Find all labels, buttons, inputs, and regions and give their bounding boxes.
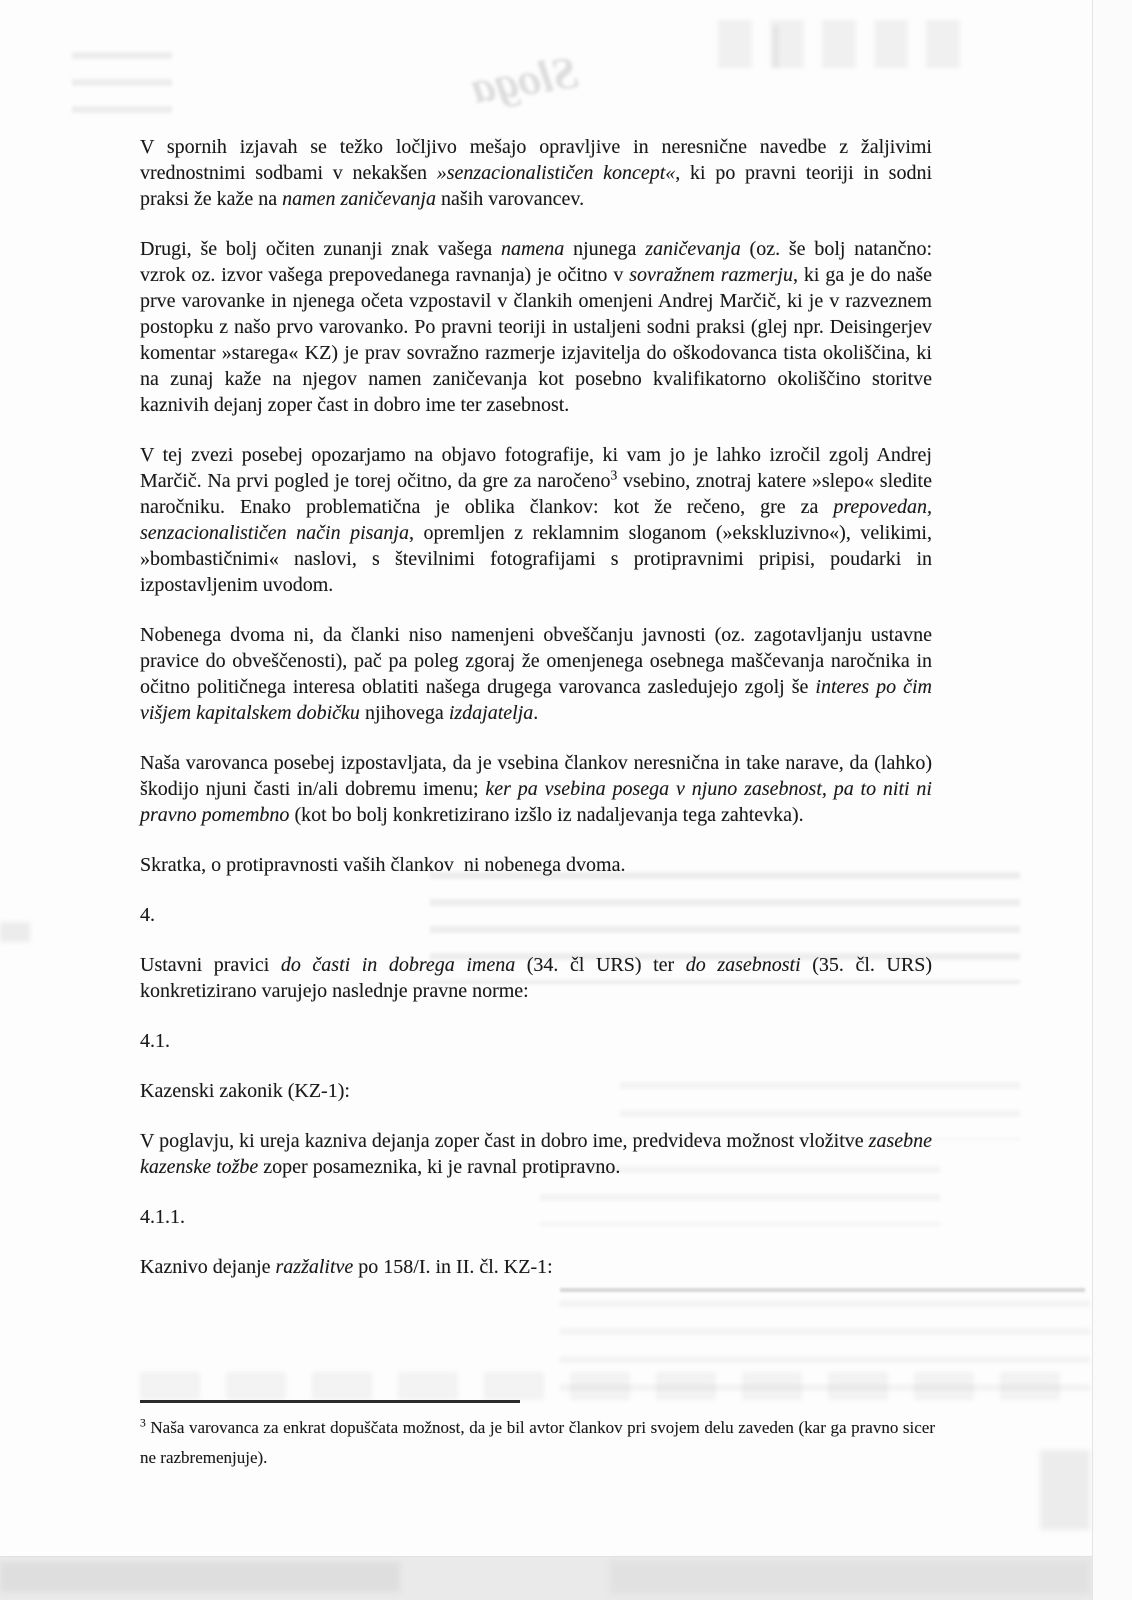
- text-run: (35. čl. URS) konkretizirano varujejo naslednje pravne norme:: [140, 954, 933, 1002]
- paragraph: [140, 750, 932, 828]
- paragraph: [140, 1254, 932, 1280]
- scan-edge-right-strip: [1092, 0, 1132, 1600]
- emphasized-text: interes po čim višjem kapitalskem dobičku: [140, 676, 932, 724]
- text-run: (kot bo bolj konkretizirano izšlo iz nadaljevanja tega zahtevka).: [289, 804, 804, 826]
- scan-edge-bottom-smudge: [0, 1562, 400, 1592]
- paragraph: [140, 442, 932, 598]
- scan-edge-bottom-band: [0, 1556, 1092, 1600]
- emphasized-text: do zasebnosti: [685, 954, 801, 976]
- text-run: njunega: [564, 238, 646, 260]
- paragraph: [140, 852, 932, 878]
- emphasized-text: izdajatelja: [448, 702, 534, 724]
- section-number: [140, 902, 932, 928]
- text-run: Kazenski zakonik (KZ-1):: [140, 1080, 350, 1102]
- text-run: , opremljen z reklamnim sloganom (»ekskluzivno«), velikimi, »bombastičnimi« naslovi, s številnimi fotografijami s protipravnimi pripisi, poudarki in izpostavljenim uvodom.: [140, 522, 932, 596]
- emphasized-text: sovražnem razmerju: [629, 264, 793, 286]
- text-run: 4.1.: [140, 1030, 170, 1052]
- text-run: po 158/I. in II. čl. KZ-1:: [353, 1256, 553, 1278]
- paragraph: [140, 134, 932, 212]
- text-run: naših varovancev.: [436, 188, 585, 210]
- text-run: V poglavju, ki ureja kazniva dejanja zoper čast in dobro ime, predvideva možnost vložitve: [140, 1130, 869, 1152]
- text-run: (oz. še bolj natančno: vzrok oz. izvor vašega prepovedanega ravnanja) je očitno v: [140, 238, 932, 286]
- bleedthrough-text-bottom: [560, 1300, 1090, 1410]
- footnote-reference: 3: [610, 467, 618, 483]
- emphasized-text: ker pa vsebina posega v njuno zasebnost, pa to niti ni pravno pomembno: [140, 778, 932, 826]
- text-run: njihovega: [359, 702, 449, 724]
- bleedthrough-logo-text: Sloga: [467, 45, 582, 114]
- footnote: [140, 1413, 935, 1473]
- footnote-area: [140, 1400, 935, 1473]
- text-run: 4.: [140, 904, 155, 926]
- emphasized-text: prepovedan, senzacionalističen način pisanja: [140, 496, 932, 544]
- text-run: (34. čl URS) ter: [515, 954, 686, 976]
- bleedthrough-text-above-footnote: [140, 1372, 1085, 1400]
- text-run: vsebino, znotraj katere »slepo« sledite naročniku. Enako problematična je oblika člankov: kot že rečeno, gre za: [140, 470, 932, 518]
- emphasized-text: zaničevanja: [645, 238, 741, 260]
- paragraph: [140, 622, 932, 726]
- section-number: [140, 1204, 932, 1230]
- bleedthrough-smudge-top-right: [718, 20, 973, 68]
- text-run: Nobenega dvoma ni, da članki niso namenjeni obveščanju javnosti (oz. zagotavljanju ustavne pravice do obveščenosti), pač pa poleg zgoraj že omenjenega osebnega maščevanja naročnika in očitno političnega interesa oblatiti našega drugega varovanca zasledujejo zgolj še: [140, 624, 932, 698]
- footnote-marker: 3: [140, 1416, 146, 1430]
- text-run: Naša varovanca posebej izpostavljata, da je vsebina člankov neresnična in take narave, da (lahko) škodijo njuni časti in/ali dobremu imenu;: [140, 752, 932, 800]
- scan-edge-smudge-left: [0, 922, 30, 942]
- document-body: [140, 134, 932, 1304]
- text-run: Drugi, še bolj očiten zunanji znak vašega: [140, 238, 501, 260]
- paragraph: [140, 236, 932, 418]
- paragraph: [140, 1128, 932, 1180]
- paragraph: [140, 952, 932, 1004]
- paragraph: [140, 1078, 932, 1104]
- emphasized-text: namen zaničevanja: [282, 188, 436, 210]
- emphasized-text: »senzacionalističen koncept«: [436, 162, 676, 184]
- text-run: Ustavni pravici: [140, 954, 281, 976]
- text-run: V tej zvezi posebej opozarjamo na objavo fotografije, ki vam jo je lahko izročil zgolj Andrej Marčič. Na prvi pogled je torej očitno, da gre za naročeno: [140, 444, 932, 492]
- scan-edge-smudge-right: [1040, 1450, 1090, 1530]
- text-run: , ki po pravni teoriji in sodni praksi že kaže na: [140, 162, 933, 210]
- scan-corner-mark: [1098, 0, 1132, 6]
- footnote-separator: [140, 1400, 520, 1403]
- scan-edge-bottom-smudge: [610, 1560, 1090, 1594]
- emphasized-text: do časti in dobrega imena: [280, 954, 516, 976]
- emphasized-text: namena: [500, 238, 565, 260]
- section-number: [140, 1028, 932, 1054]
- text-run: V spornih izjavah se težko ločljivo mešajo opravljive in neresnične navedbe z žaljivimi vrednostnimi sodbami v nekakšen: [140, 136, 932, 184]
- emphasized-text: zasebne kazenske tožbe: [140, 1130, 932, 1178]
- text-run: Kaznivo dejanje: [140, 1256, 276, 1278]
- text-run: 4.1.1.: [140, 1206, 185, 1228]
- bleedthrough-smudge-top-left: [72, 52, 172, 130]
- text-run: , ki ga je do naše prve varovanke in njenega očeta vzpostavil v člankih omenjeni Andrej Marčič, ki je v razveznem postopku z našo prvo varovanko. Po pravni teoriji in ustaljeni sodni praksi (glej npr. Deisingerjev komentar »starega« KZ) je prav sovražno razmerje izjavitelja do oškodovanca tista okoliščina, ki na zunaj kaže na njegov namen zaničevanja kot posebno kvalifikatorno okoliščino storitve kaznivih dejanj zoper čast in dobro ime ter zasebnost.: [140, 264, 932, 416]
- emphasized-text: razžalitve: [275, 1256, 354, 1278]
- text-run: zoper posameznika, ki je ravnal protipravno.: [258, 1156, 621, 1178]
- text-run: .: [533, 702, 539, 724]
- footnote-text: Naša varovanca za enkrat dopuščata možnost, da je bil avtor člankov pri svojem delu zaveden (kar ga pravno sicer ne razbremenjuje).: [140, 1418, 936, 1467]
- text-run: Skratka, o protipravnosti vaših člankov ni nobenega dvoma.: [140, 854, 626, 876]
